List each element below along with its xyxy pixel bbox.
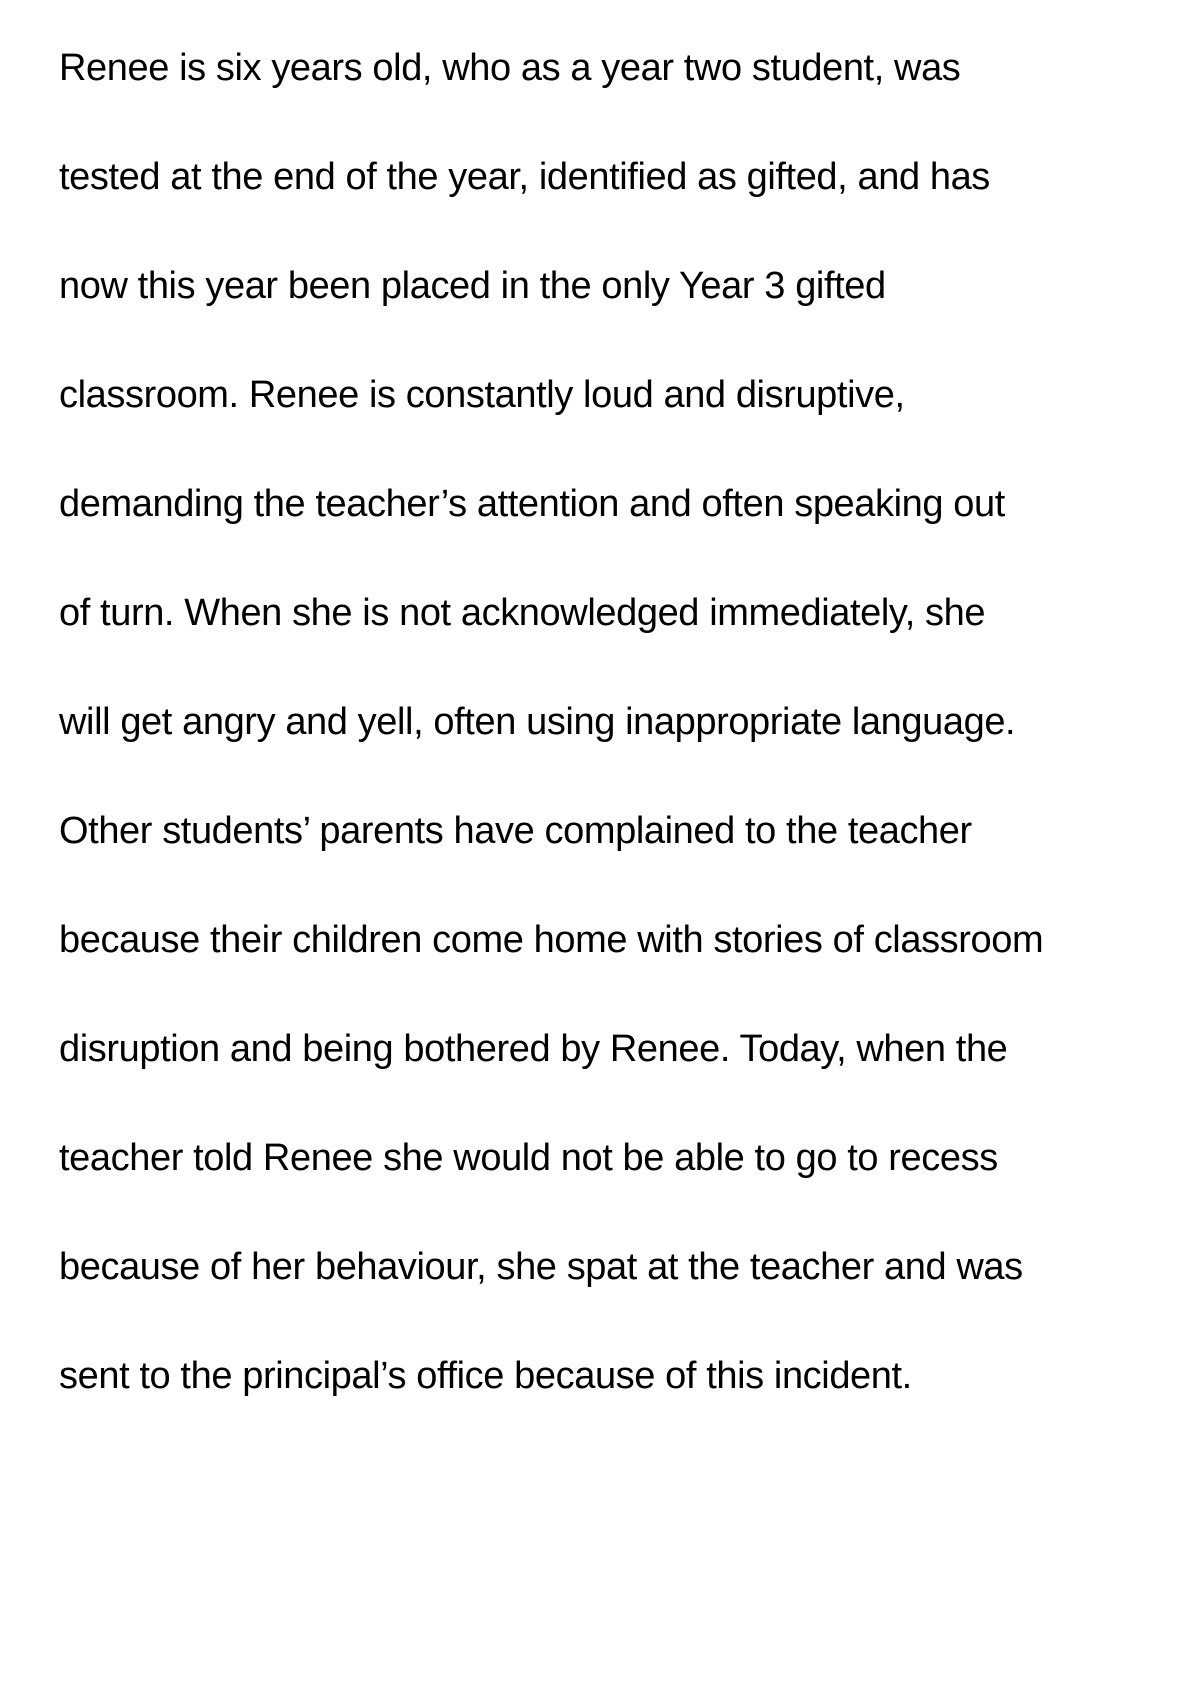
paragraph-line: sent to the principal’s office because of this incident. bbox=[59, 1355, 912, 1397]
paragraph-line: now this year been placed in the only Year 3 gifted bbox=[59, 265, 886, 307]
paragraph-line: disruption and being bothered by Renee. Today, when the bbox=[59, 1028, 1008, 1070]
paragraph-line: Renee is six years old, who as a year two student, was bbox=[59, 47, 961, 89]
paragraph-line: teacher told Renee she would not be able to go to recess bbox=[59, 1137, 998, 1179]
paragraph-line: will get angry and yell, often using inappropriate language. bbox=[59, 701, 1016, 743]
paragraph-line: because of her behaviour, she spat at the teacher and was bbox=[59, 1246, 1023, 1288]
paragraph-line: classroom. Renee is constantly loud and disruptive, bbox=[59, 374, 905, 416]
paragraph-line: of turn. When she is not acknowledged immediately, she bbox=[59, 592, 986, 634]
paragraph-line: because their children come home with stories of classroom bbox=[59, 919, 1044, 961]
paragraph-line: Other students’ parents have complained to the teacher bbox=[59, 810, 972, 852]
paragraph-line: demanding the teacher’s attention and often speaking out bbox=[59, 483, 1005, 525]
paragraph-line: tested at the end of the year, identified as gifted, and has bbox=[59, 156, 990, 198]
body-paragraph bbox=[59, 44, 1043, 1461]
